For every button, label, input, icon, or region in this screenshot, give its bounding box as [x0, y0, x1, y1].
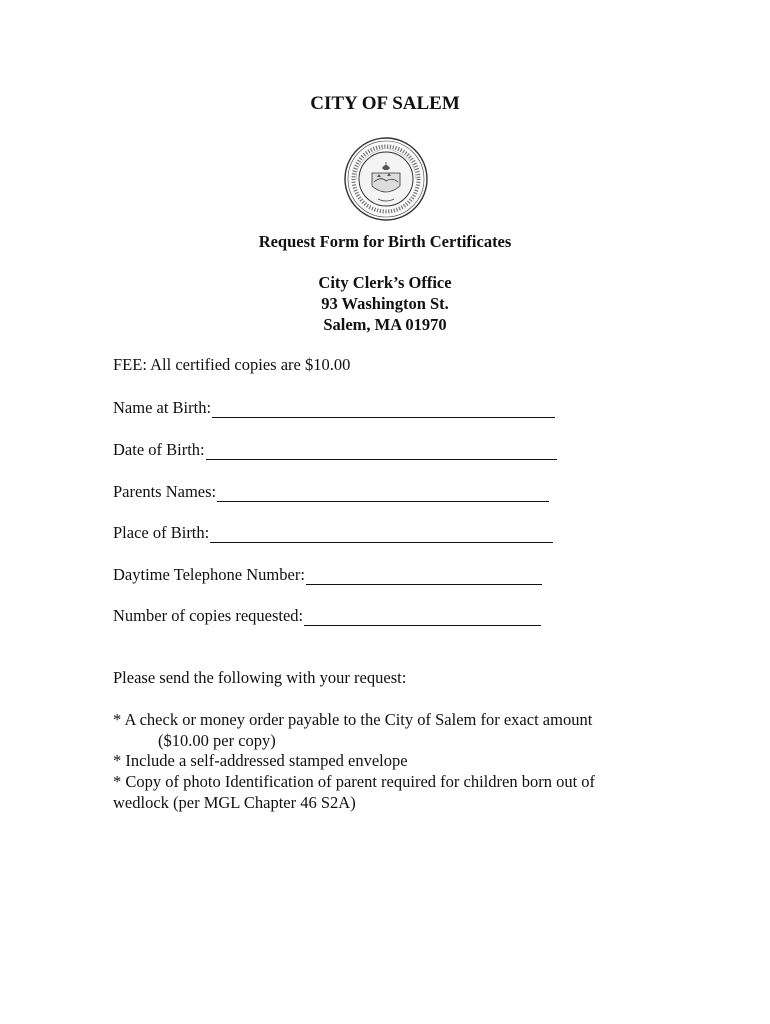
place-of-birth-row [113, 523, 553, 543]
instruction-item-photo-id: * Copy of photo Identification of parent required for children born out of [113, 772, 596, 791]
place-of-birth-field[interactable] [210, 528, 553, 543]
parents-names-field[interactable] [217, 487, 549, 502]
name-at-birth-row [113, 398, 555, 418]
instruction-item-envelope: * Include a self-addressed stamped envelope [113, 751, 408, 770]
parents-names-label: Parents Names: [113, 482, 217, 501]
fee-notice: FEE: All certified copies are $10.00 [113, 355, 351, 374]
place-of-birth-label: Place of Birth: [113, 523, 210, 542]
copies-requested-row [113, 606, 541, 626]
instruction-item-payment-amount: ($10.00 per copy) [158, 731, 276, 750]
date-of-birth-label: Date of Birth: [113, 440, 205, 459]
parents-names-row [113, 482, 549, 502]
instructions-intro: Please send the following with your request: [113, 668, 407, 687]
form-title: Request Form for Birth Certificates [258, 232, 512, 251]
daytime-phone-label: Daytime Telephone Number: [113, 565, 305, 584]
instruction-item-photo-id-cont: wedlock (per MGL Chapter 46 S2A) [113, 793, 356, 812]
copies-requested-label: Number of copies requested: [113, 606, 304, 625]
copies-requested-field[interactable] [304, 611, 541, 626]
name-at-birth-label: Name at Birth: [113, 398, 212, 417]
address-street: 93 Washington St. [321, 294, 449, 313]
address-city: Salem, MA 01970 [323, 315, 447, 334]
instruction-item-payment: * A check or money order payable to the City of Salem for exact amount [113, 710, 593, 729]
page-title: CITY OF SALEM [310, 93, 460, 114]
date-of-birth-field[interactable] [206, 445, 557, 460]
city-seal-icon [343, 136, 429, 222]
name-at-birth-field[interactable] [212, 403, 555, 418]
daytime-phone-field[interactable] [306, 570, 542, 585]
daytime-phone-row [113, 565, 542, 585]
date-of-birth-row [113, 440, 557, 460]
office-name: City Clerk’s Office [318, 273, 452, 292]
